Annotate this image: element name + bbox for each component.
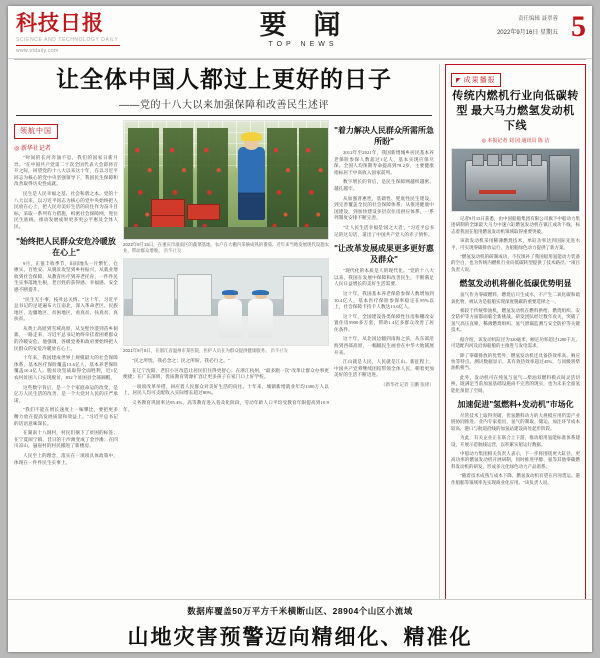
lab-equipment [177, 274, 212, 317]
paragraph: 该款发动机采用稀薄燃烧技术，单缸功率达到国际先进水平，可实现零碳排放运行，为船舶绿色动力提供了新方案。 [451, 238, 580, 250]
paragraph: "现代化的本质是人的现代化。"党的十八大以来，我国在发展中保障和改善民生，不断满足人民日益增长的美好生活需要。 [334, 268, 434, 287]
paragraph: 2012年至2021年，我国新增城乡居民基本养老保险参保人数超过1亿人，基本实现应保尽保。全国人均预期寿命提高到78.2岁，主要健康指标居于中高收入国家前列。 [334, 150, 434, 175]
engine-cylinder [516, 154, 528, 166]
caption-text: 2022年9月15日，在重庆市潼南区的蔬菜基地，农户在大棚内采摘成熟的番茄。近年来当地发展现代设施农业，带动群众增收。 [123, 242, 329, 253]
engine-label-stripe [479, 190, 516, 194]
bottom-story [8, 599, 592, 652]
column-1-text-2 [14, 261, 118, 467]
bottom-headline: 山地灾害预警迈向精细化、精准化 [127, 625, 473, 649]
feature-byline: ◎ 本报记者 刘 园 通讯员 陈 洁 [481, 138, 550, 144]
section-name-english: TOP NEWS [268, 41, 338, 48]
subhead-1: "始终把人民群众安危冷暖放在心上" [16, 236, 116, 257]
feature-text-2 [451, 292, 580, 394]
paragraph: 此外，发动机可在纯氢与氢气—柴油双燃料模式间灵活切换，既满足当前加氢基础设施尚不完善的现实，也为未来全面氢能化预留了空间。 [451, 374, 580, 393]
lab-equipment [283, 276, 322, 318]
main-story-area [14, 64, 434, 652]
paragraph: 人民至上的理念，落实在一项项具体政策中，体现在一件件民生实事上。 [14, 452, 118, 465]
bottom-kicker: 数据库覆盖50万平方千米横断山区、28904个山区小流域 [187, 606, 413, 616]
engine-cylinder [487, 154, 499, 166]
caption-source: 新华社发 [163, 248, 182, 253]
feature-text-3 [451, 413, 580, 486]
logo-website: www.stdaily.com [16, 48, 59, 54]
newspaper-page [8, 6, 592, 652]
photo-greenhouse [123, 120, 329, 240]
column-3-text-2 [334, 268, 434, 379]
paragraph: 义务教育巩固率达95.4%，高等教育进入普及化阶段，劳动年龄人口平均受教育年限提高到10.9年。 [123, 399, 329, 412]
column-3-text [334, 150, 434, 238]
engine-block [465, 160, 548, 200]
tomato-vine [299, 128, 329, 239]
feature-subhead-2: 加速促进"氢燃料+发动机"市场化 [457, 399, 574, 409]
paragraph: 中船动力集团相关负责人表示，下一步将围绕更大缸径、更高功率的燃氢发动机开展研制，同时推进甲醇、氨等其他零碳燃料发动机的研发，形成多元化绿色动力产品谱系。 [451, 450, 580, 469]
feature-box [445, 64, 586, 652]
lead-subheadline: ——党的十八大以来加强保障和改善民生述评 [119, 100, 329, 111]
section-name: 要 闻 [259, 10, 351, 40]
story-column-1 [14, 120, 118, 469]
paragraph: 相较于传统柴油机，燃氢发动机在燃料供给、燃烧组织、安全防护等方面都面临全新挑战。研发团队经过数年攻关，突破了氢气高压直喷、稀薄燃烧组织、氢气泄漏监测与安全防护等关键技术。 [451, 308, 580, 333]
lab-equipment [132, 278, 175, 318]
paragraph: 氢气作为零碳燃料，燃烧后只生成水，不产生二氧化碳和硫氧化物，被认为是船舶实现深度脱碳的重要选择之一。 [451, 292, 580, 304]
paragraph: "随着技术成熟与成本下降，燃氢发动机有望在内河货运、港作船舶等领域率先实现商业化应用。"该负责人说。 [451, 473, 580, 485]
photo-laboratory [123, 258, 329, 346]
paragraph: 为此，有关企业正在联合上下游，推动船用氢能标准体系建设，开展示范航线运营，以积累实船运行数据。 [451, 435, 580, 447]
paragraph: 民生是人民幸福之基、社会和谐之本。党的十八大以来，以习近平同志为核心的党中央始终把人民放在心上，把人民对美好生活的向往作为奋斗目标，采取一系列有力措施，织密社会保障网，兜住民生底线，推动发展成果更多更公平惠及全体人民。 [14, 190, 118, 229]
paragraph: 记者9月15日获悉，由中国船舶集团有限公司旗下中船动力集团研制的全球最大马力中速六缸燃氢发动机在镇江成功下线，标志着我国在船用燃氢发动机领域取得重要突破。 [451, 216, 580, 234]
paragraph: 这十年，从北国边疆到南海之滨，从东部沿海到西部高原，一幅幅民生画卷在中华大地铺展开来。 [334, 336, 434, 355]
caption-source: 新华社发 [270, 348, 289, 353]
paragraph: 在湖南十八洞村，村民们摘下了贫困的标签；在宁夏闽宁镇，昔日的干沙滩变成了金沙滩；在四川凉山，悬崖村的村民搬进了新楼房。 [14, 430, 118, 449]
story-column-3 [334, 120, 434, 469]
section-tag: 领航中国 [14, 124, 58, 139]
feature-title: 传统内燃机行业向低碳转型 最大马力燃氢发动机下线 [452, 90, 579, 132]
photo-hydrogen-engine [451, 148, 580, 212]
medical-worker [248, 299, 272, 339]
subhead-3: "让改革发展成果更多更好惠及群众" [334, 244, 434, 265]
paragraph: 据介绍，该发动机缸径为320毫米，额定功率超过1200千瓦，可适配内河及沿海船舶的主推进与发电需求。 [451, 336, 580, 349]
paragraph: 尽管技术上取得突破，但氢燃料动力的大规模应用仍需产业链协同推进。业内专家指出，氢气的制取、储运、加注环节成本较高，港口与航道沿线的加氢站建设尚处起步阶段。 [451, 412, 580, 431]
feature-area [445, 64, 586, 652]
paragraph: 江山就是人民，人民就是江山。新征程上，中国共产党将继续团结带领全体人民，朝着更加美好的生活不断迈进。 [334, 359, 434, 378]
tomato-vine [267, 128, 298, 239]
paragraph: 这十年，我国基本养老保险参保人数增加到10.4亿人，基本医疗保险参保率稳定在95%以上，社会保障卡持卡人数达13.6亿人。 [334, 290, 434, 310]
paragraph: "民之所忧，我必念之；民之所盼，我必行之。" [132, 358, 230, 363]
paragraph: "我们不能在增长速度上一味攀比，要把更多精力放在提高发展质量和效益上。"习近平总书记的话语意味深长。 [14, 407, 118, 426]
caption-text: 2021年9月8日，在浙江省温州市某医院，医护人员在为群众提供健康服务。 [123, 348, 270, 353]
paragraph: 从黄土高原到雪域高原，从戈壁沙漠到苗乡侗寨，一路走来，习近平总书记始终牵挂着困难群众的冷暖安危。他强调，各级党委和政府要始终把人民群众的安危冷暖放在心上。 [14, 325, 118, 351]
logo-rule [16, 45, 120, 46]
feature-text-1 [451, 216, 580, 273]
section-header [250, 10, 351, 48]
headline-rule [16, 115, 432, 116]
tomato-crate [151, 199, 186, 216]
feature-subhead-1: 燃氢发动机将催化低碳优势明显 [459, 279, 572, 289]
paragraph: 数字增长的背后，是民生保障网越织越密、越扎越牢。 [334, 179, 434, 191]
paragraph: 从加强普惠性、基础性、兜底性民生建设，到完善覆盖全民的社会保障体系；从推进健康中国建设，到加快建设多层次住房供应体系，一系列制度安排不断完善。 [334, 195, 434, 221]
paragraph: 一项项改革举措，回应着人民群众对美好生活的向往。十年来，城镇新增就业年均1300万人以上，居民人均可支配收入实际增长超过80%。 [123, 383, 329, 396]
paragraph: 十年来，我国建成世界上规模最大的社会保障体系，基本医疗保险覆盖13.6亿人，基本养老保险覆盖10.4亿人。脱贫攻坚战取得全面胜利，近1亿农村贫困人口实现脱贫，832个贫困县全部摘帽。 [14, 355, 118, 381]
newspaper-logo [16, 12, 128, 54]
column-divider [439, 64, 440, 652]
feature-tag: ◤ 成果播报 [451, 73, 501, 87]
medical-worker [218, 299, 242, 339]
column-2-text [123, 358, 329, 413]
lead-byline: ◎ 新华社记者 [14, 146, 51, 152]
paragraph: 这些数字背后，是一个个家庭命运的改变，是亿万人民生活的改善，是一个大党对人民的庄严承诺。 [14, 384, 118, 403]
engine-exhaust-stack [549, 155, 571, 202]
page-body [8, 60, 592, 652]
engine-cylinder [472, 154, 484, 166]
publication-date: 2022年9月16日 星期五 [496, 30, 558, 36]
greenhouse-floor [124, 227, 328, 239]
lead-signature: （新华社记者 王鹏 张铎） [380, 382, 434, 388]
farm-worker [238, 147, 265, 220]
paragraph: "让人民生活幸福是'国之大者'。"习近平总书记的这句话，道出了中国共产党人的赤子情怀。 [334, 224, 434, 237]
logo-english-name: SCIENCE AND TECHNOLOGY DAILY [16, 37, 119, 43]
paragraph: "燃氢发动机的研制成功，不仅填补了我国船用氢能动力装备的空白，也为传统内燃机行业向低碳转型提供了技术路径。"项目负责人说。 [451, 254, 580, 272]
photo-greenhouse-caption [123, 242, 329, 254]
tomato-vine [197, 128, 228, 239]
photo-laboratory-caption [123, 348, 329, 354]
page-number: 5 [571, 10, 586, 43]
story-columns [14, 120, 434, 469]
subhead-2: "着力解决人民群众所需所急所盼" [334, 126, 434, 146]
lead-headline: 让全体中国人都过上更好的日子 [56, 67, 392, 92]
engine-cylinder [501, 154, 513, 166]
story-column-2 [123, 120, 329, 469]
paragraph: 9月，正值丰收季节，田间地头一片繁忙，仓廪实、百姓安。从脱贫攻坚到乡村振兴，从就业增收到社会保障，从教育医疗到养老托育，一件件民生实事落地生根，老百姓的获得感、幸福感、安全感不断提升。 [14, 260, 118, 292]
engine-cylinder [531, 154, 543, 166]
lead-headline-block [14, 64, 434, 120]
responsible-editor: 责任编辑 聂翠蓉 [517, 16, 558, 22]
paragraph: 这十年，全国建设各类保障性住房和棚改安置住房5900多万套，帮助1.4亿多群众改善了居住条件。 [334, 313, 434, 332]
paragraph: 在辽宁沈阳，老旧小区改造让居民们住得更舒心；在浙江杭州，"最多跑一次"改革让群众办事更便捷；在广东深圳，优质教育资源扩容让更多孩子在家门口上好学校。 [123, 367, 329, 380]
column-1-text [14, 155, 118, 231]
paragraph: "时间的长河奔涌不息，我们的国家日新月异。"在中国共产党第二十次全国代表大会即将召开之际，回望党的十八大以来这十年，在以习近平同志为核心的党中央坚强领导下，我国民生保障和改善取得历史性成就。 [14, 155, 118, 187]
tomato-crate [187, 204, 220, 220]
paragraph: "民生无小事，枝叶总关情。"这十年，习近平总书记的足迹遍布大江南北，深入革命老区、民族地区、边疆地区、贫困地区，看真贫、扶真贫、真扶贫。 [14, 296, 118, 322]
masthead-meta [497, 15, 558, 38]
paragraph: 除了零碳排放的优势外，燃氢发动机还具备热效率高、响应快等特点。测试数据显示，其有效热效率超过45%，与同级别柴油机相当。 [451, 352, 580, 371]
masthead [8, 6, 592, 59]
logo-chinese-name: 科技日报 [16, 11, 104, 35]
